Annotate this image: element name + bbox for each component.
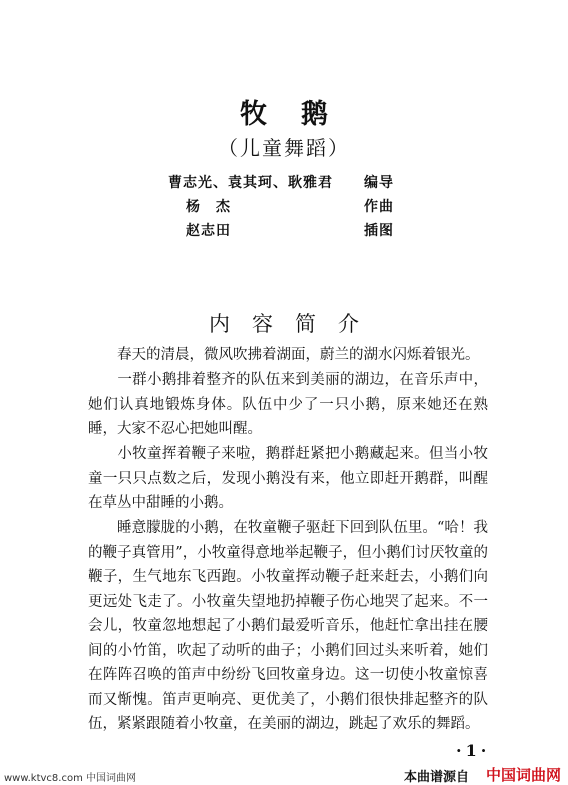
page-subtitle: （儿童舞蹈） xyxy=(218,136,350,160)
page-number: ·1· xyxy=(456,741,491,760)
credit-role-illustration: 插图 xyxy=(364,223,394,239)
body-paragraph xyxy=(88,343,488,368)
credit-name-composer: 杨 杰 xyxy=(186,199,231,215)
paragraph-text: 一群小鹅排着整齐的队伍来到美丽的湖边，在音乐声中，她们认真地锻炼身体。队伍中少了一只小鹅，原来她还在熟睡，大家不忍心把她叫醒。 xyxy=(88,372,488,437)
watermark-brand: 中国词曲网 xyxy=(486,766,562,784)
body-paragraph xyxy=(88,368,488,442)
body-paragraph xyxy=(88,516,488,737)
body-paragraph xyxy=(88,442,488,516)
paragraph-text: 小牧童挥着鞭子来啦，鹅群赶紧把小鹅藏起来。但当小牧童一只只点数之后，发现小鹅没有来，他立即赶开鹅群，叫醒在草丛中甜睡的小鹅。 xyxy=(88,446,488,511)
credit-role-composition: 作曲 xyxy=(364,199,394,215)
page-title: 牧鹅 xyxy=(240,99,362,130)
watermark-source: 本曲谱源自 xyxy=(404,770,470,785)
section-heading: 内容简介 xyxy=(209,312,381,336)
watermark-left: www.ktvc8.com 中国词曲网 xyxy=(4,773,137,784)
paragraph-text: 睡意朦胧的小鹅，在牧童鞭子驱赶下回到队伍里。“哈！我的鞭子真管用”，小牧童得意地举起鞭子，但小鹅们讨厌牧童的鞭子，生气地东飞西跑。小牧童挥动鞭子赶来赶去，小鹅们向更远处飞走了。小牧童失望地扔掉鞭子伤心地哭了起来。不一会儿，牧童忽地想起了小鹅们最爱听音乐，他赶忙拿出挂在腰间的小竹笛，吹起了动听的曲子；小鹅们回过头来听着，她们在阵阵召唤的笛声中纷纷飞回牧童身边。这一切使小牧童惊喜而又惭愧。笛声更响亮、更优美了，小鹅们很快排起整齐的队伍，紧紧跟随着小牧童，在美丽的湖边，跳起了欢乐的舞蹈。 xyxy=(88,520,488,732)
paragraph-text: 春天的清晨，微风吹拂着湖面，蔚兰的湖水闪烁着银光。 xyxy=(117,347,480,363)
credit-name-illustrator: 赵志田 xyxy=(186,223,231,239)
credit-role-choreography: 编导 xyxy=(364,175,394,191)
credit-name-choreographers: 曹志光、袁其珂、耿雅君 xyxy=(168,175,333,191)
